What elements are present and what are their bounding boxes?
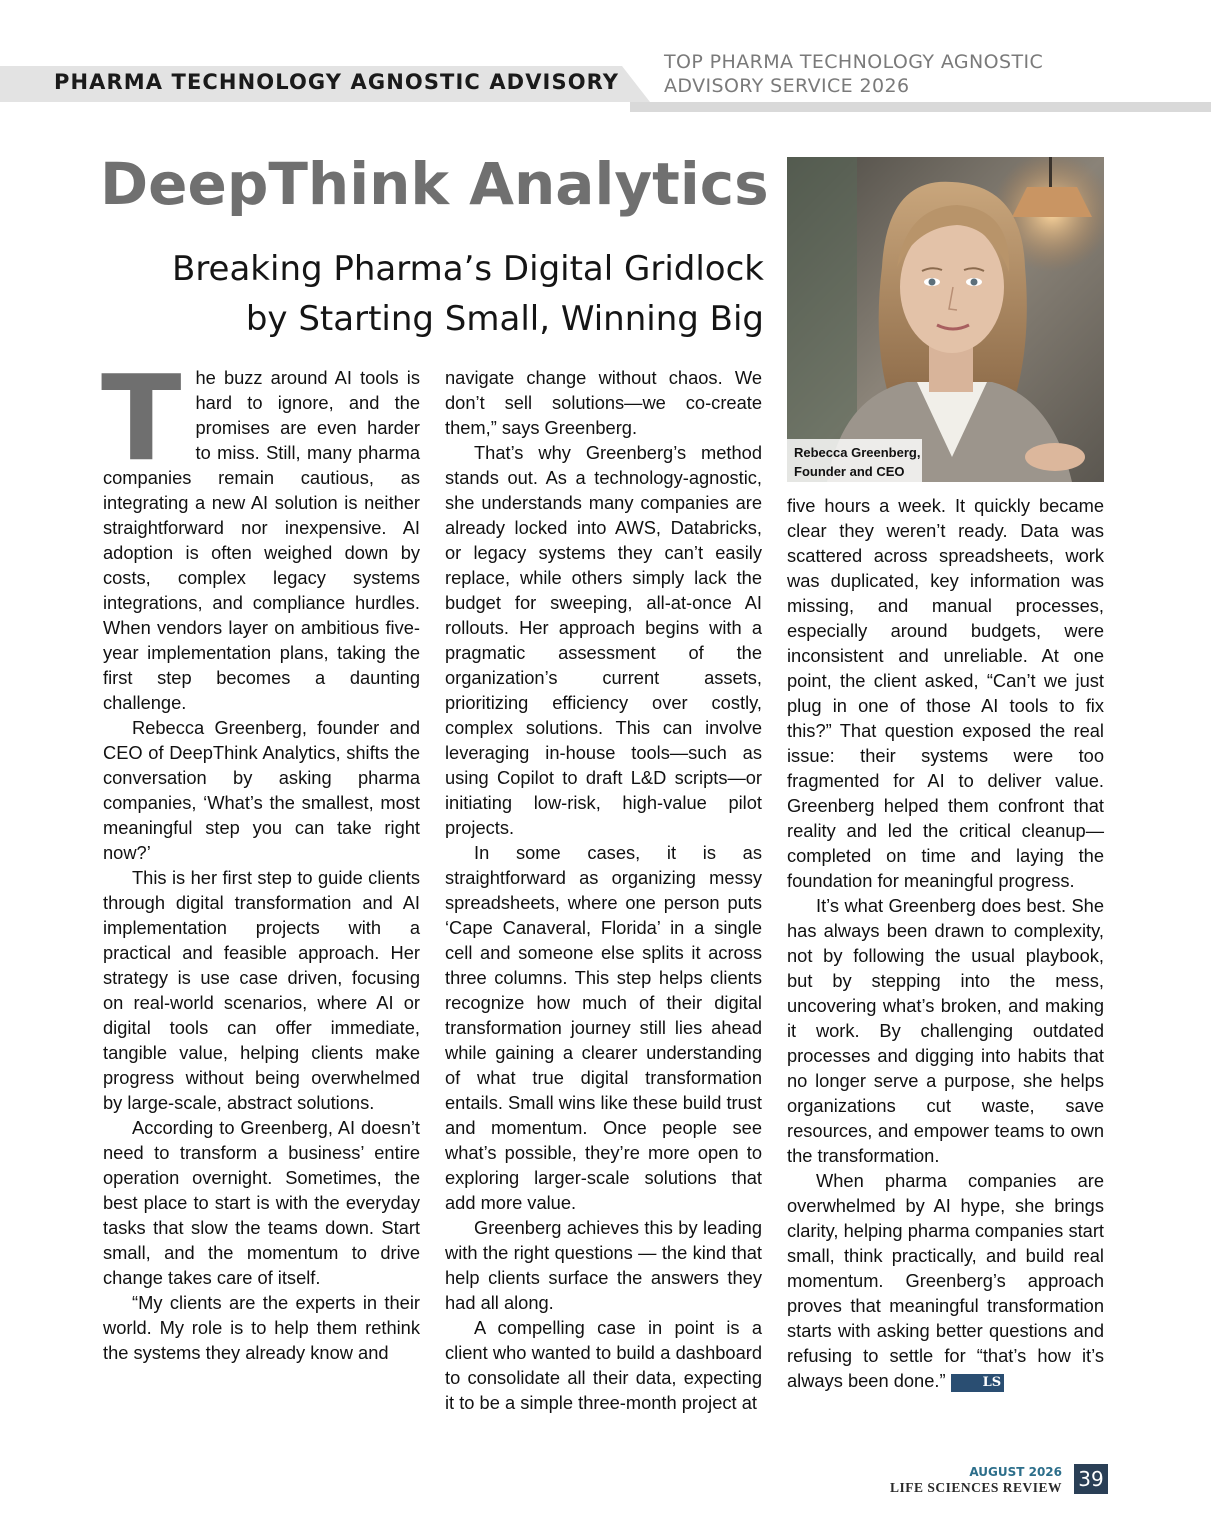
paragraph: “My clients are the experts in their world. My role is to help them rethink the systems they already know and: [103, 1292, 420, 1363]
section-label: PHARMA TECHNOLOGY AGNOSTIC ADVISORY: [54, 70, 620, 94]
caption-name: Rebecca Greenberg,: [794, 445, 921, 460]
company-title: DeepThink Analytics: [100, 150, 769, 218]
article-column-2: [445, 365, 762, 1415]
end-mark-logo: LS: [951, 1374, 1005, 1392]
paragraph: Greenberg achieves this by leading with the right questions — the kind that help clients surface the answers they had all along.: [445, 1217, 762, 1313]
paragraph: A compelling case in point is a client who wanted to build a dashboard to consolidate all their data, expecting it to be a simple three-month project at: [445, 1317, 762, 1413]
magazine-name: LIFE SCIENCES REVIEW: [889, 1480, 1062, 1495]
paragraph-text: he buzz around AI tools is hard to ignore, and the promises are even harder to miss. Still, many pharma companies remain cautious, as integrating a new AI solution is neither straightforward nor inexpensive. AI adoption is often weighed down by costs, complex legacy systems integrations, and compliance hurdles. When vendors layer on ambitious five-year implementation plans, taking the first step becomes a daunting challenge.: [103, 367, 420, 713]
paragraph: That’s why Greenberg’s method stands out. As a technology-agnostic, she understands many companies are already locked into AWS, Databricks, or legacy systems they can’t easily replace, while others simply lack the budget for sweeping, all-at-once AI rollouts. Her approach begins with a pragmatic assessment of the organization’s current assets, prioritizing efficiency over costly, complex solutions. This can involve leveraging in-house tools—such as using Copilot to draft L&D scripts—or initiating low-risk, high-value pilot projects.: [445, 442, 762, 838]
portrait-photo: [787, 157, 1104, 482]
paragraph: This is her first step to guide clients through digital transformation and AI implementation projects with a practical and feasible approach. Her strategy is use case driven, focusing on real-world scenarios, where AI or digital tools can offer immediate, tangible value, helping clients make progress without being overwhelmed by large-scale, abstract solutions.: [103, 867, 420, 1113]
paragraph: five hours a week. It quickly became clear they weren’t ready. Data was scattered across spreadsheets, work was duplicated, key information was missing, and manual processes, especially around budgets, were inconsistent and unreliable. At one point, the client asked, “Can’t we just plug in one of those AI tools to fix this?” That question exposed the real issue: their systems were too fragmented for AI to deliver value. Greenberg helped them confront that reality and led the critical cleanup—completed on time and laying the foundation for meaningful progress.: [787, 495, 1104, 891]
article-column-3: [787, 493, 1104, 1393]
paragraph: navigate change without chaos. We don’t sell solutions—we co-create them,” says Greenberg.: [445, 367, 762, 438]
award-line-2: ADVISORY SERVICE 2026: [664, 75, 910, 97]
paragraph: According to Greenberg, AI doesn’t need to transform a business’ entire operation overnight. Sometimes, the best place to start is with the everyday tasks that slow the teams down. Start small, and the momentum to drive change takes care of itself.: [103, 1117, 420, 1288]
caption-title: Founder and CEO: [794, 464, 905, 479]
award-label: [664, 50, 1104, 98]
paragraph: [787, 1168, 1104, 1393]
page-number: 39: [1074, 1464, 1108, 1494]
paragraph-text: When pharma companies are overwhelmed by AI hype, she brings clarity, helping pharma companies start small, think practically, and build real momentum. Greenberg’s approach proves that meaningful transformation starts with asking better questions and refusing to settle for “that’s how it’s always been done.”: [787, 1170, 1104, 1391]
paragraph: In some cases, it is as straightforward as organizing messy spreadsheets, where one person puts ‘Cape Canaveral, Florida’ in a single cell and someone else splits it across three columns. This step helps clients recognize how much of their digital transformation journey still lies ahead while gaining a clearer understanding of what true digital transformation entails. Small wins like these build trust and momentum. Once people see what’s possible, they’re more open to exploring larger-scale solutions that add more value.: [445, 842, 763, 1213]
paragraph: [101, 349, 420, 715]
article-subtitle: [100, 244, 764, 344]
award-line-1: TOP PHARMA TECHNOLOGY AGNOSTIC: [664, 51, 1044, 73]
drop-cap: T: [101, 349, 182, 487]
photo-caption: [787, 439, 922, 482]
paragraph: It’s what Greenberg does best. She has always been drawn to complexity, not by following the usual playbook, but by stepping into the mess, uncovering what’s broken, and making it work. By challenging outdated processes and digging into habits that no longer serve a purpose, she helps organizations cut waste, save resources, and empower teams to own the transformation.: [787, 895, 1104, 1166]
header-rule: [630, 102, 1211, 112]
subtitle-line-2: by Starting Small, Winning Big: [245, 299, 764, 339]
article-column-1: [101, 349, 420, 1365]
subtitle-line-1: Breaking Pharma’s Digital Gridlock: [172, 249, 764, 289]
paragraph: Rebecca Greenberg, founder and CEO of DeepThink Analytics, shifts the conversation by asking pharma companies, ‘What’s the smallest, most meaningful step you can take right now?’: [103, 717, 420, 863]
issue-date: AUGUST 2026: [969, 1465, 1062, 1479]
